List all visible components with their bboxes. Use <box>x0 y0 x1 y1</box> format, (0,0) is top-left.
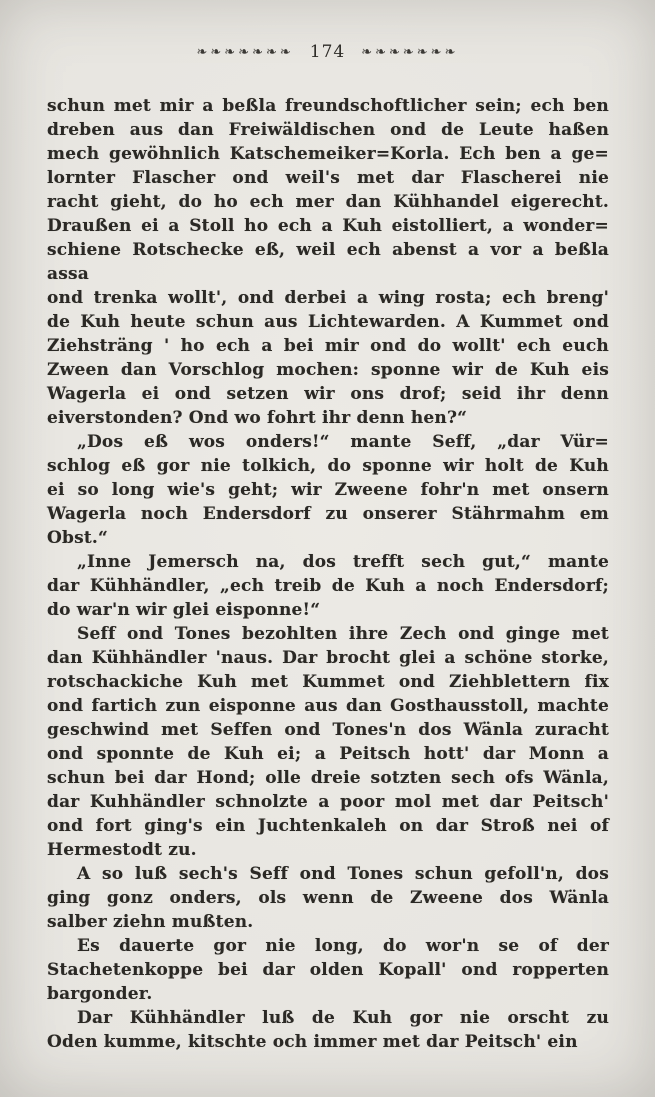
text-line: dreben aus dan Freiwäldischen ond de Leute haßen <box>47 120 609 140</box>
text-line: mech gewöhnlich Katschemeiker=Korla. Ech ben a ge= <box>47 144 609 164</box>
page-header <box>0 40 655 64</box>
fleuron-ornament-left: ❧❧❧❧❧❧❧ <box>196 44 294 60</box>
text-line: „Inne Jemersch na, dos trefft sech gut,“ mante <box>77 552 609 572</box>
text-line: dar Kühhändler, „ech treib de Kuh a noch Endersdorf; <box>47 576 609 596</box>
text-line: lornter Flascher ond weil's met dar Flascherei nie <box>47 168 609 188</box>
paragraph <box>47 430 609 550</box>
text-line: „Dos eß wos onders!“ mante Seff, „dar Vür= <box>77 432 609 452</box>
paragraph <box>47 862 609 934</box>
text-line: Dar Kühhändler luß de Kuh gor nie orscht zu <box>77 1008 609 1028</box>
paragraph <box>47 94 609 430</box>
text-line: Hermestodt zu. <box>47 840 197 860</box>
text-line: de Kuh heute schun aus Lichtewarden. A Kummet ond <box>47 312 609 332</box>
text-line: Obst.“ <box>47 528 109 548</box>
text-line: Seff ond Tones bezohlten ihre Zech ond ginge met <box>77 624 609 644</box>
text-line: Stachetenkoppe bei dar olden Kopall' ond ropperten <box>47 960 609 980</box>
text-line: Ziehsträng ' ho ech a bei mir ond do wollt' ech euch <box>47 336 609 356</box>
text-line: A so luß sech's Seff ond Tones schun gefoll'n, dos <box>77 864 609 884</box>
text-line: ging gonz onders, ols wenn de Zweene dos Wänla <box>47 888 609 908</box>
text-line: Es dauerte gor nie long, do wor'n se of der <box>77 936 609 956</box>
text-line: schiene Rotschecke eß, weil ech abenst a vor a beßla assa <box>47 240 609 284</box>
text-line: geschwind met Seffen ond Tones'n dos Wänla zuracht <box>47 720 609 740</box>
text-line: ei so long wie's geht; wir Zweene fohr'n met onsern <box>47 480 609 500</box>
text-line: schun bei dar Hond; olle dreie sotzten sech ofs Wänla, <box>47 768 609 788</box>
text-line: schlog eß gor nie tolkich, do sponne wir holt de Kuh <box>47 456 609 476</box>
paragraph <box>47 934 609 1006</box>
text-line: ond fort ging's ein Juchtenkaleh on dar Stroß nei of <box>47 816 609 836</box>
text-line: bargonder. <box>47 984 153 1004</box>
text-line: ond fartich zun eisponne aus dan Gosthausstoll, machte <box>47 696 609 716</box>
text-line: Wagerla ei ond setzen wir ons drof; seid ihr denn <box>47 384 609 404</box>
fleuron-ornament-right: ❧❧❧❧❧❧❧ <box>361 44 459 60</box>
text-block <box>47 94 609 1054</box>
text-line: do war'n wir glei eisponne!“ <box>47 600 321 620</box>
text-line: Oden kumme, kitschte och immer met dar Peitsch' ein <box>47 1032 578 1052</box>
text-line: dar Kuhhändler schnolzte a poor mol met dar Peitsch' <box>47 792 609 812</box>
text-line: salber ziehn mußten. <box>47 912 254 932</box>
text-line: dan Kühhändler 'naus. Dar brocht glei a schöne storke, <box>47 648 609 668</box>
text-line: Zween dan Vorschlog mochen: sponne wir de Kuh eis <box>47 360 609 380</box>
text-line: ond trenka wollt', ond derbei a wing rosta; ech breng' <box>47 288 609 308</box>
paragraph <box>47 550 609 622</box>
text-line: Draußen ei a Stoll ho ech a Kuh eistolliert, a wonder= <box>47 216 609 236</box>
text-line: eiverstonden? Ond wo fohrt ihr denn hen?“ <box>47 408 468 428</box>
paragraph <box>47 622 609 862</box>
text-line: Wagerla noch Endersdorf zu onserer Stährmahm em <box>47 504 609 524</box>
text-line: rotschackiche Kuh met Kummet ond Ziehblettern fix <box>47 672 609 692</box>
paragraph <box>47 1006 609 1054</box>
text-line: ond sponnte de Kuh ei; a Peitsch hott' dar Monn a <box>47 744 609 764</box>
page-number: 174 <box>309 42 346 62</box>
text-line: racht gieht, do ho ech mer dan Kühhandel eigerecht. <box>47 192 609 212</box>
text-line: schun met mir a beßla freundschoftlicher sein; ech ben <box>47 96 609 116</box>
